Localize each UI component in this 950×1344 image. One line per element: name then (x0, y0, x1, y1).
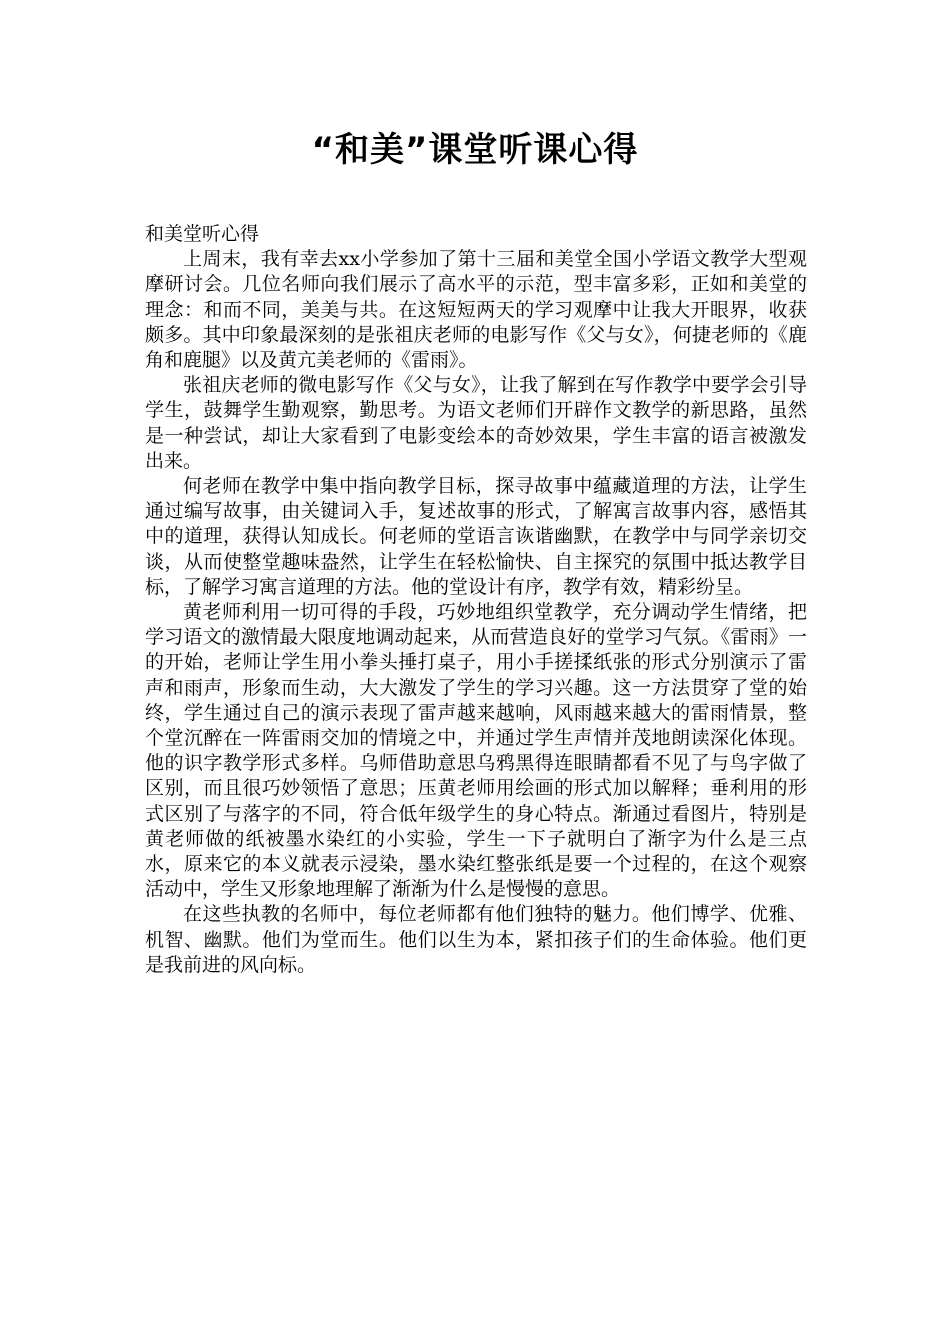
paragraph: 在这些执教的名师中，每位老师都有他们独特的魅力。他们博学、优雅、机智、幽默。他们为堂而生。他们以生为本，紧扣孩子们的生命体验。他们更是我前进的风向标。 (145, 903, 807, 976)
paragraph: 何老师在教学中集中指向教学目标，探寻故事中蕴藏道理的方法，让学生通过编写故事，由关键词入手，复述故事的形式，了解寓言故事内容，感悟其中的道理，获得认知成长。何老师的堂语言诙谐幽默，在教学中与同学亲切交谈，从而使整堂趣味盎然，让学生在轻松愉快、自主探究的氛围中抵达教学目标，了解学习寓言道理的方法。他的堂设计有序，教学有效，精彩纷呈。 (145, 475, 807, 598)
document-body (145, 222, 807, 978)
document-subtitle: 和美堂听心得 (145, 223, 260, 245)
paragraph: 张祖庆老师的微电影写作《父与女》，让我了解到在写作教学中要学会引导学生，鼓舞学生勤观察，勤思考。为语文老师们开辟作文教学的新思路，虽然是一种尝试，却让大家看到了电影变绘本的奇妙效果，学生丰富的语言被激发出来。 (145, 374, 807, 472)
paragraph: 上周末，我有幸去xx小学参加了第十三届和美堂全国小学语文教学大型观摩研讨会。几位名师向我们展示了高水平的示范，型丰富多彩，正如和美堂的理念：和而不同，美美与共。在这短短两天的学习观摩中让我大开眼界，收获颇多。其中印象最深刻的是张祖庆老师的电影写作《父与女》，何捷老师的《鹿角和鹿腿》以及黄亢美老师的《雷雨》。 (145, 248, 807, 372)
paragraph: 黄老师利用一切可得的手段，巧妙地组织堂教学，充分调动学生情绪，把学习语文的激情最大限度地调动起来，从而营造良好的堂学习气氛。《雷雨》一的开始，老师让学生用小拳头捶打桌子，用小手搓揉纸张的形式分别演示了雷声和雨声，形象而生动，大大激发了学生的学习兴趣。这一方法贯穿了堂的始终，学生通过自己的演示表现了雷声越来越响，风雨越来越大的雷雨情景，整个堂沉醉在一阵雷雨交加的情境之中，并通过学生声情并茂地朗读深化体现。他的识字教学形式多样。乌师借助意思乌鸦黑得连眼睛都看不见了与鸟字做了区别，而且很巧妙领悟了意思；压黄老师用绘画的形式加以解释；垂利用的形式区别了与落字的不同，符合低年级学生的身心特点。渐通过看图片，特别是黄老师做的纸被墨水染红的小实验，学生一下子就明白了渐字为什么是三点水，原来它的本义就表示浸染，墨水染红整张纸是要一个过程的，在这个观察活动中，学生又形象地理解了渐渐为什么是慢慢的意思。 (145, 601, 807, 901)
document-title: “和美”课堂听课心得 (311, 130, 639, 170)
